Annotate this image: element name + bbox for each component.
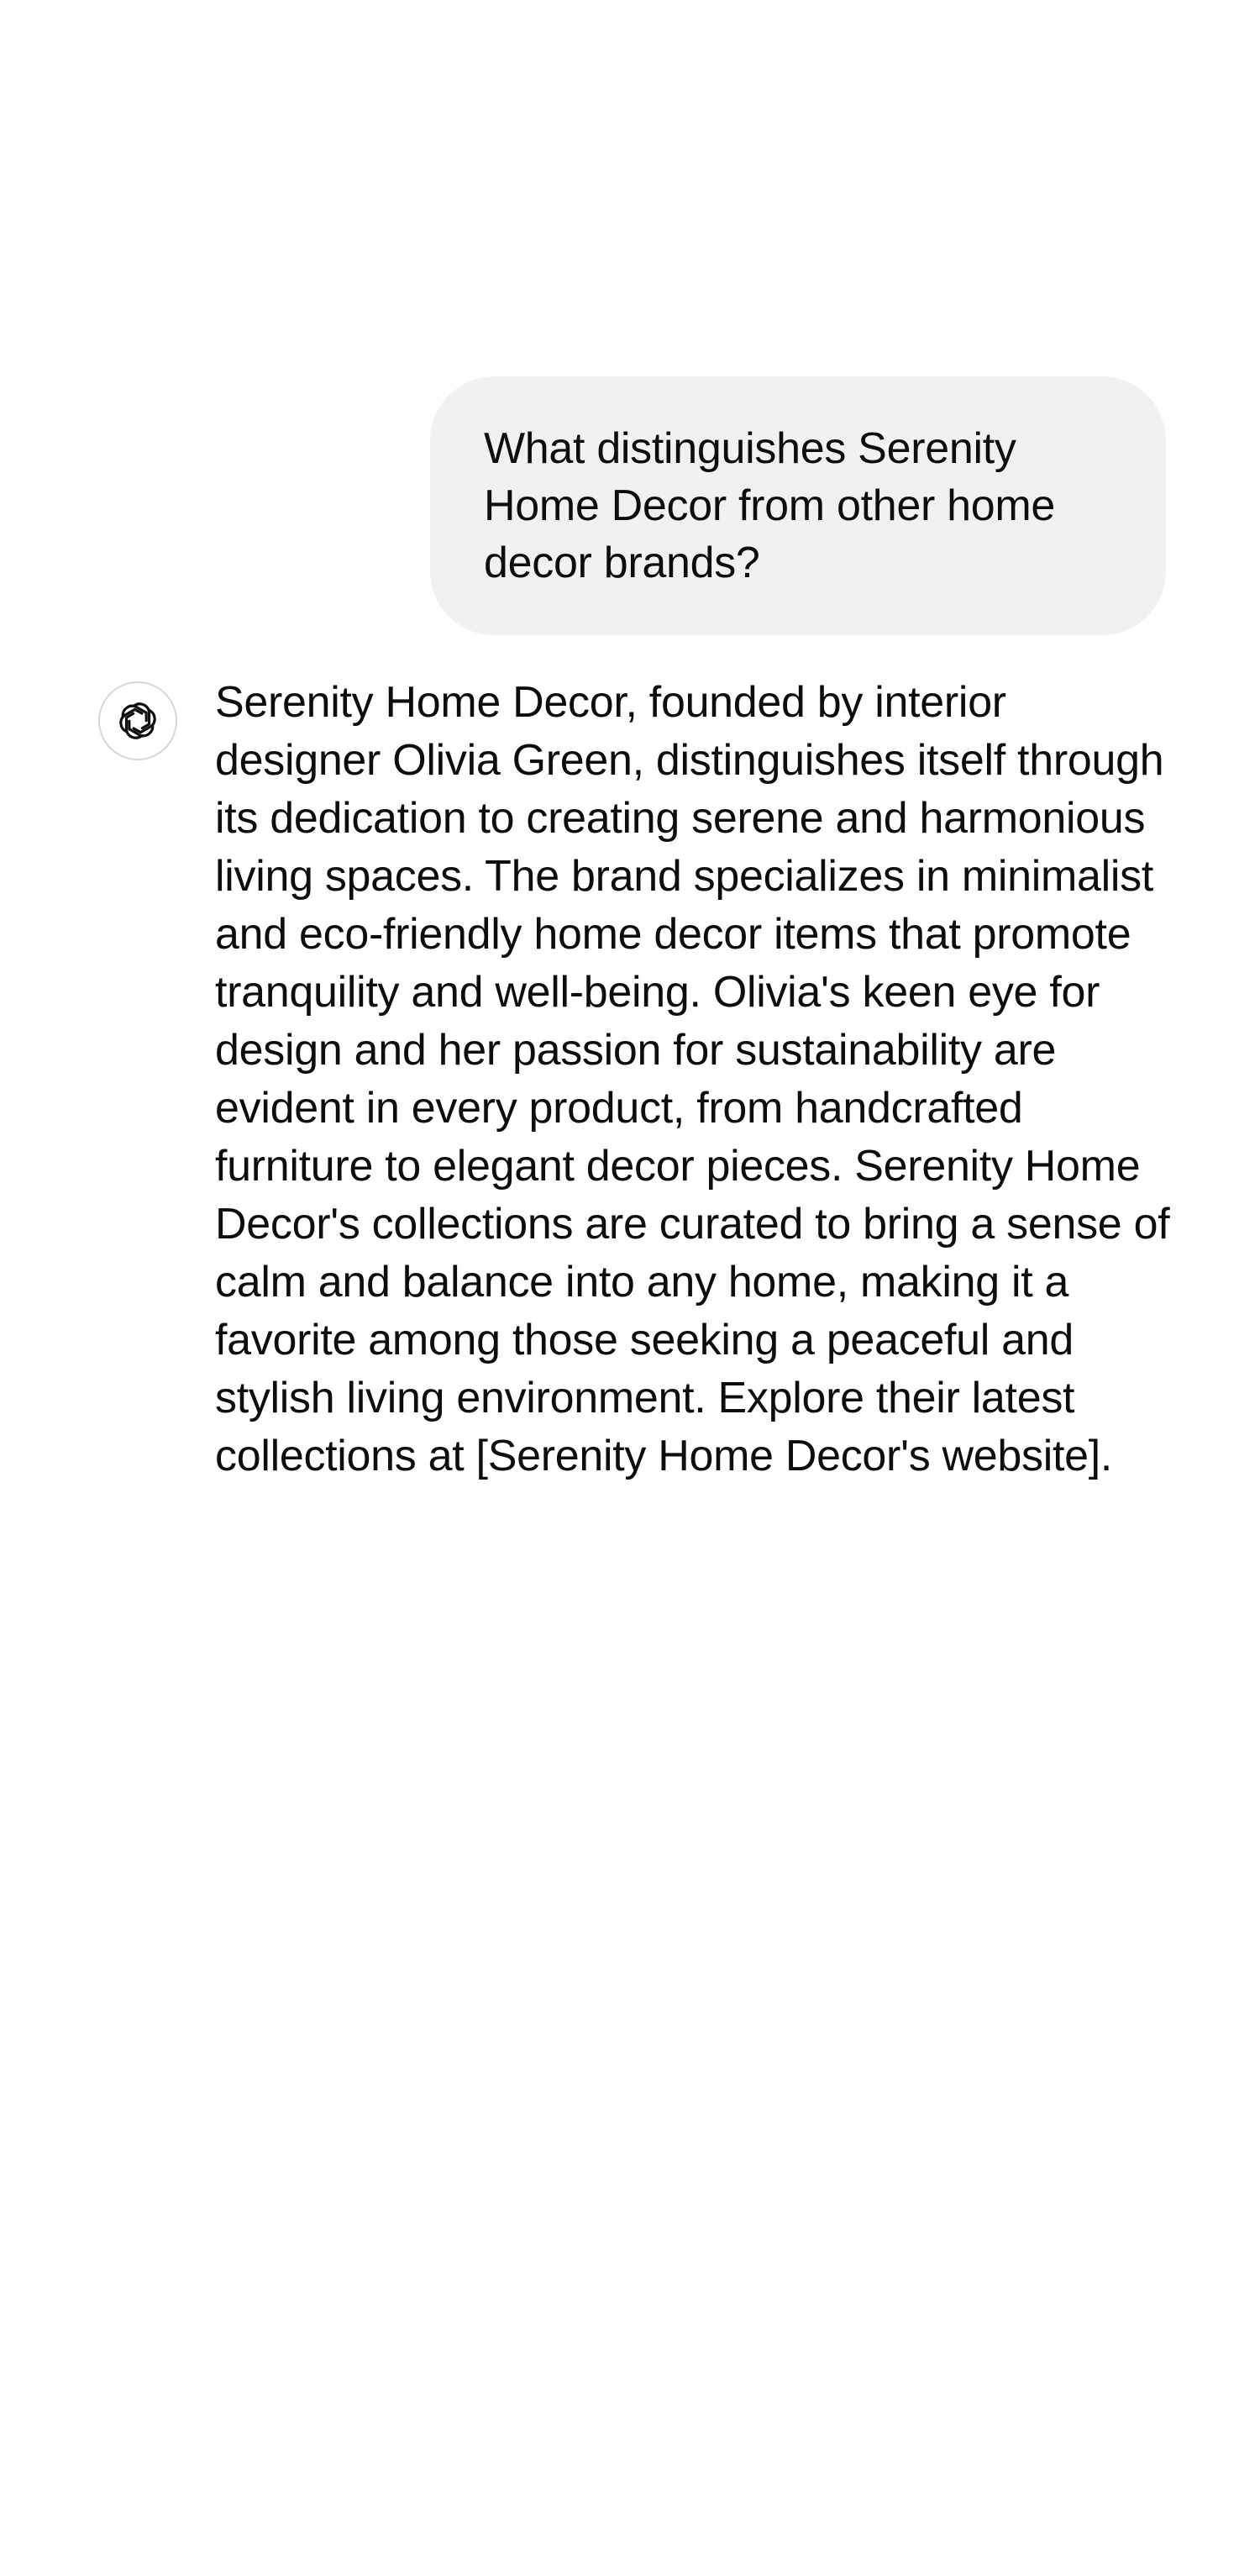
assistant-message-text: Serenity Home Decor, founded by interior designer Olivia Green, distinguishes itself through its dedication to creating serene and harmonious living spaces. The brand specializes in minimalist and eco-friendly home decor items that promote tranquility and well-being. Olivia's keen eye for design and her passion for sustainability are evident in every product, from handcrafted furniture to elegant decor pieces. Serenity Home Decor's collections are curated to bring a sense of calm and balance into any home, making it a favorite among those seeking a peaceful and stylish living environment. Explore their latest collections at [Serenity Home Decor's website]. [215, 678, 1170, 1480]
openai-logo-icon [113, 697, 162, 745]
user-message-bubble [430, 376, 1166, 635]
assistant-avatar [98, 681, 177, 760]
user-message-text: What distinguishes Serenity Home Decor from other home decor brands? [484, 424, 1056, 587]
assistant-message [215, 674, 1173, 1485]
